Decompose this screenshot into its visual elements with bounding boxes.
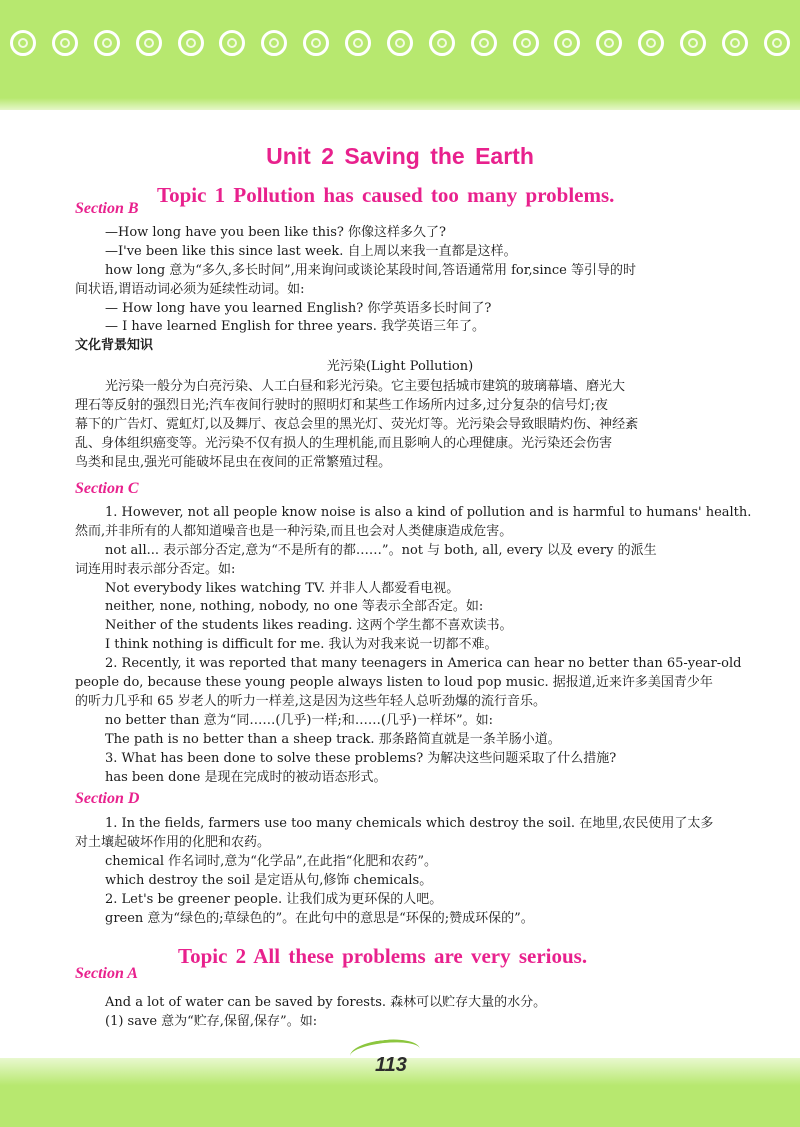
section-d-line: chemical 作名词时,意为“化学品”,在此指“化肥和农药”。 [105,854,438,869]
header-ring-row [10,30,790,70]
section-c-line: neither, none, nothing, nobody, no one 等表示全部否定。如: [105,599,484,614]
section-c-line: 2. Recently, it was reported that many teenagers in America can hear no better than 65-year-old [105,656,742,671]
ring-decoration-icon [638,30,664,56]
section-d-label: Section D [75,790,140,807]
section-c-line: 词连用时表示部分否定。如: [75,562,236,577]
ring-decoration-icon [554,30,580,56]
ring-decoration-icon [10,30,36,56]
ring-decoration-icon [219,30,245,56]
ring-decoration-icon [52,30,78,56]
section-b-line: 间状语,谓语动词必须为延续性动词。如: [75,282,305,297]
ring-decoration-icon [722,30,748,56]
culture-line: 乱、身体组织癌变等。光污染不仅有损人的生理机能,而且影响人的心理健康。光污染还会伤害 [75,436,613,451]
page-number-badge [340,1040,450,1084]
section-c-label: Section C [75,480,139,497]
section-c-line: Neither of the students likes reading. 这两个学生都不喜欢读书。 [105,618,513,633]
culture-line: 光污染一般分为白亮污染、人工白昼和彩光污染。它主要包括城市建筑的玻璃幕墙、磨光大 [105,379,626,394]
section-a-line: (1) save 意为“贮存,保留,保存”。如: [105,1014,318,1029]
ring-decoration-icon [261,30,287,56]
ring-decoration-icon [596,30,622,56]
section-c-line: people do, because these young people always listen to loud pop music. 据报道,近来许多美国青少年 [75,675,713,690]
ring-decoration-icon [764,30,790,56]
topic-1-title: Topic 1 Pollution has caused too many problems. [157,183,615,207]
section-c-line: 3. What has been done to solve these problems? 为解决这些问题采取了什么措施? [105,751,617,766]
ring-decoration-icon [513,30,539,56]
section-b-line: —I've been like this since last week. 自上周以来我一直都是这样。 [105,244,517,259]
section-b-line: — I have learned English for three years. 我学英语三年了。 [105,319,485,334]
section-c-line: 的听力几乎和 65 岁老人的听力一样差,这是因为这些年轻人总听劲爆的流行音乐。 [75,694,546,709]
page-number: 113 [375,1054,407,1076]
section-d-line: 1. In the fields, farmers use too many chemicals which destroy the soil. 在地里,农民使用了太多 [105,816,714,831]
section-d-line: 2. Let's be greener people. 让我们成为更环保的人吧。 [105,892,443,907]
culture-heading: 文化背景知识 [75,338,154,353]
ring-decoration-icon [471,30,497,56]
section-c-line: Not everybody likes watching TV. 并非人人都爱看电视。 [105,581,460,596]
header-band-fade [0,98,800,110]
section-b-line: — How long have you learned English? 你学英语多长时间了? [105,301,492,316]
topic-2-title: Topic 2 All these problems are very serious. [178,944,588,968]
section-c-line: I think nothing is difficult for me. 我认为对我来说一切都不难。 [105,637,498,652]
section-a-line: And a lot of water can be saved by forests. 森林可以贮存大量的水分。 [105,995,547,1010]
section-d-line: green 意为“绿色的;草绿色的”。在此句中的意思是“环保的;赞成环保的”。 [105,911,534,926]
culture-line: 理石等反射的强烈日光;汽车夜间行驶时的照明灯和某些工作场所内过多,过分复杂的信号灯;夜 [75,398,608,413]
section-b-label: Section B [75,200,139,217]
ring-decoration-icon [94,30,120,56]
ring-decoration-icon [680,30,706,56]
section-c-line: The path is no better than a sheep track. 那条路简直就是一条羊肠小道。 [105,732,561,747]
section-d-line: which destroy the soil 是定语从句,修饰 chemicals。 [105,873,433,888]
unit-title: Unit 2 Saving the Earth [266,143,534,169]
ring-decoration-icon [178,30,204,56]
section-c-line: no better than 意为“同……(几乎)一样;和……(几乎)一样坏”。如: [105,713,494,728]
section-c-line: not all... 表示部分否定,意为“不是所有的都……”。not 与 both, all, every 以及 every 的派生 [105,543,657,558]
culture-line: 幕下的广告灯、霓虹灯,以及舞厅、夜总会里的黑光灯、荧光灯等。光污染会导致眼睛灼伤、神经紊 [75,417,639,432]
section-a-label: Section A [75,965,138,982]
ring-decoration-icon [136,30,162,56]
section-d-line: 对土壤起破坏作用的化肥和农药。 [75,835,271,850]
section-c-line: has been done 是现在完成时的被动语态形式。 [105,770,387,785]
ring-decoration-icon [387,30,413,56]
section-b-line: how long 意为“多久,多长时间”,用来询问或谈论某段时间,答语通常用 for,since 等引导的时 [105,263,636,278]
ring-decoration-icon [345,30,371,56]
section-b-line: —How long have you been like this? 你像这样多久了? [105,225,446,240]
ring-decoration-icon [429,30,455,56]
culture-title: 光污染(Light Pollution) [326,359,474,374]
culture-line: 鸟类和昆虫,强光可能破坏昆虫在夜间的正常繁殖过程。 [75,455,392,470]
section-c-line: 1. However, not all people know noise is also a kind of pollution and is harmful to humans' health. [105,505,752,520]
ring-decoration-icon [303,30,329,56]
section-c-line: 然而,并非所有的人都知道噪音也是一种污染,而且也会对人类健康造成危害。 [75,524,513,539]
